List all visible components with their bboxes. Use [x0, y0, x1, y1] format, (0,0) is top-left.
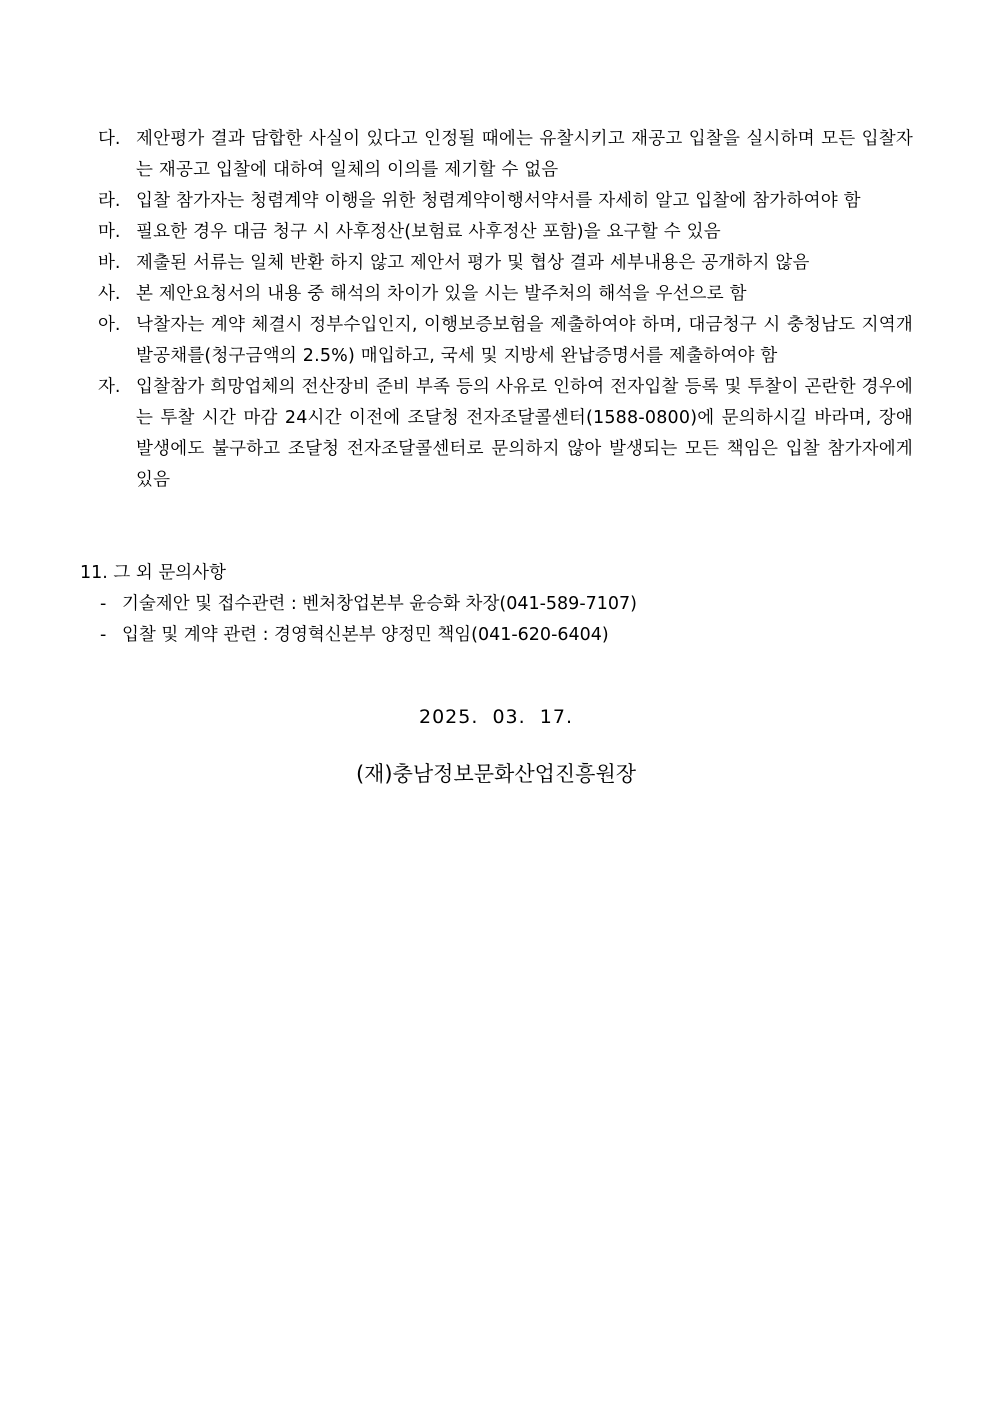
list-item-marker: 라.	[98, 191, 121, 211]
contact-dash: -	[100, 625, 107, 645]
list-item-marker: 사.	[98, 284, 121, 304]
contact-dash: -	[100, 594, 107, 614]
notice-list	[98, 124, 913, 496]
list-item	[98, 124, 913, 186]
list-item	[98, 217, 913, 248]
list-item-text: 낙찰자는 계약 체결시 정부수입인지, 이행보증보험을 제출하여야 하며, 대금청구 시 충청남도 지역개발공채를(청구금액의 2.5%) 매입하고, 국세 및 지방세 완납증명서를 제출하여야 함	[136, 315, 913, 366]
document-date: 2025. 03. 17.	[419, 706, 573, 728]
list-item-marker: 아.	[98, 315, 121, 335]
contact-item	[100, 620, 637, 651]
list-item-marker: 마.	[98, 222, 121, 242]
contact-text: 입찰 및 계약 관련 : 경영혁신본부 양정민 책임(041-620-6404)	[122, 625, 609, 645]
list-item-text: 제출된 서류는 일체 반환 하지 않고 제안서 평가 및 협상 결과 세부내용은 공개하지 않음	[136, 253, 810, 273]
list-item-marker: 자.	[98, 377, 121, 397]
list-item	[98, 186, 913, 217]
list-item-text: 제안평가 결과 담합한 사실이 있다고 인정될 때에는 유찰시키고 재공고 입찰을 실시하며 모든 입찰자는 재공고 입찰에 대하여 일체의 이의를 제기할 수 없음	[136, 129, 913, 180]
section-title: 11. 그 외 문의사항	[80, 563, 226, 583]
list-item-text: 본 제안요청서의 내용 중 해석의 차이가 있을 시는 발주처의 해석을 우선으로 함	[136, 284, 747, 304]
contact-item	[100, 589, 637, 620]
list-item-text: 입찰참가 희망업체의 전산장비 준비 부족 등의 사유로 인하여 전자입찰 등록 및 투찰이 곤란한 경우에는 투찰 시간 마감 24시간 이전에 조달청 전자조달콜센터(1588-0800)에 문의하시길 바라며, 장애발생에도 불구하고 조달청 전자조달콜센터로 문의하지 않아 발생되는 모든 책임은 입찰 참가자에게 있음	[136, 377, 913, 490]
contact-list	[100, 589, 637, 651]
list-item	[98, 372, 913, 496]
list-item	[98, 248, 913, 279]
list-item-text: 입찰 참가자는 청렴계약 이행을 위한 청렴계약이행서약서를 자세히 알고 입찰에 참가하여야 함	[136, 191, 861, 211]
list-item-marker: 다.	[98, 129, 121, 149]
list-item	[98, 310, 913, 372]
list-item-marker: 바.	[98, 253, 121, 273]
signer-name: (재)충남정보문화산업진흥원장	[355, 762, 637, 786]
list-item-text: 필요한 경우 대금 청구 시 사후정산(보험료 사후정산 포함)을 요구할 수 있음	[136, 222, 721, 242]
contact-text: 기술제안 및 접수관련 : 벤처창업본부 윤승화 차장(041-589-7107)	[122, 594, 637, 614]
list-item	[98, 279, 913, 310]
